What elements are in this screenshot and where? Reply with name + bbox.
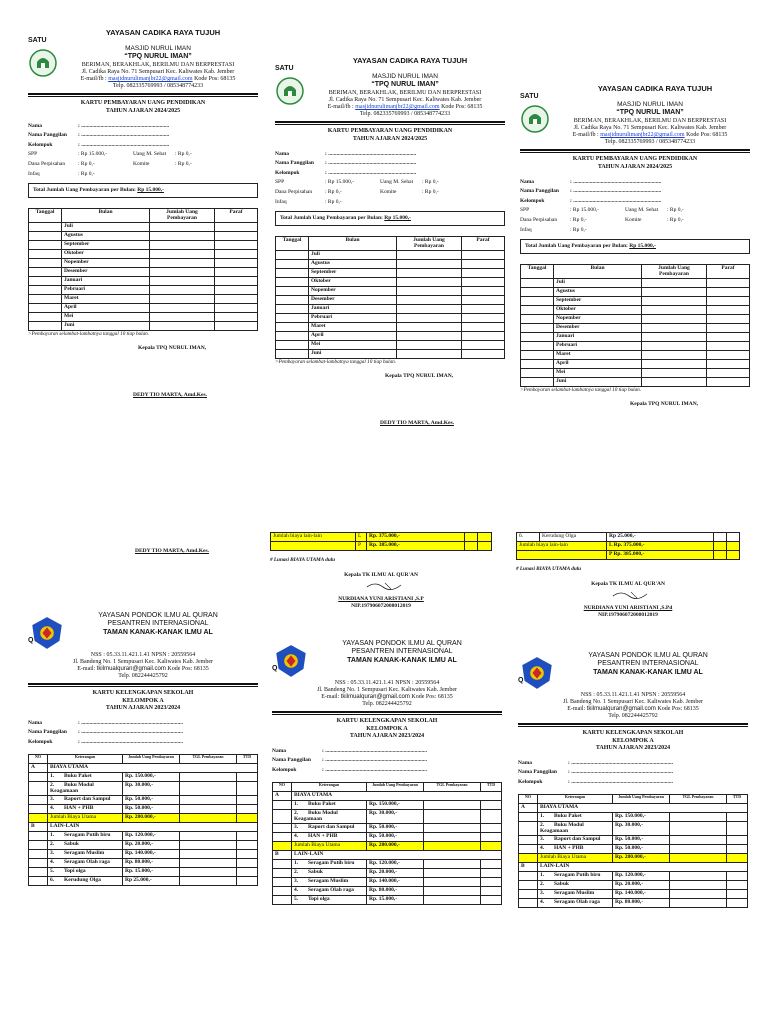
month-rows [276,251,505,359]
foundation-name: YAYASAN CADIKA RAYA TUJUH [352,56,468,65]
school-name: TAMAN KANAK-KANAK ILMU AL [347,656,457,664]
phone: Telp. 082335769993 / 085348774233 [604,139,696,146]
contact-line [275,104,505,111]
tpq-name: “TPQ NURUL IMAN” [616,109,684,117]
month-row: Oktober [276,278,505,287]
foundation-name-tail: SATU [28,37,47,44]
foundation-name: YAYASAN PONDOK ILMU AL QURAN [98,612,218,619]
month-row: September [276,269,505,278]
header-divider-thin [518,726,748,727]
header-divider [272,711,502,713]
month-row: April [276,332,505,341]
email-label: E-mail/fb : [572,131,599,138]
contact-line: E-mail: tkilmualquran@gmail.com Kode Pos: 68135 [567,705,699,712]
card-title: KARTU KELENGKAPAN SEKOLAH [582,730,684,737]
address: Jl. Cadika Raya No. 71 Sempusari Kec. Kaliwates Kab. Jember [81,68,235,75]
email-link[interactable]: tkilmualquran@gmail.com [586,705,656,712]
month-row: Nopember [276,287,505,296]
email-link[interactable]: tkilmualquran@gmail.com [96,665,166,672]
payment-note: >Pembayaran selambat-lambatnya tanggal 10 tiap bulan. [275,359,397,366]
academic-year: TAHUN AJARAN 2024/2025 [597,163,673,170]
month-rows [521,279,750,387]
header-divider-thin [272,714,502,715]
item-row: 1. Buku Paket Rp. 150.000,- [29,772,258,781]
equipment-table: NO Keterangan Jumlah Uang Pembayaran TGL Pembayaran TTD A BIAYA UTAMA 1. Buku Paket Rp. 150.000,- 2. Buku Modul Keagamaan Rp. 30.000,- 3. Raport dan Sampul Rp. 50.000,- 4. HAN + PHB Rp. 50.000,- Jumlah Biaya Utama Rp. 280.000,- B LAIN-LAIN 1. Seragam Putih biru Rp. 120.000,- 2. Sabuk Rp. 20.000,- 3. Seragam Muslim Rp. 140.000,- 4. Seragam Olah raga Rp. 80.000,- 5. Topi olga Rp. 15.000,- 6. Kerudung Olga Rp 25.000,- [28,754,258,886]
field-nama: Nama : ................................................................ [520,178,662,185]
contact-line: E-mail: tkilmualquran@gmail.com Kode Pos: 68135 [77,665,209,672]
card-title: KARTU PEMBAYARAN UANG PENDIDIKAN [327,128,453,135]
subtotal-row: Jumlah Biaya Utama Rp. 280.000,- [273,841,502,850]
month-row: Maret [276,323,505,332]
tpq-name: “TPQ NURUL IMAN” [124,53,192,61]
header-divider-thin [28,686,258,687]
section-row: B LAIN-LAIN [273,850,502,859]
card-title: KARTU PEMBAYARAN UANG PENDIDIKAN [80,100,206,107]
header-divider [520,149,750,151]
group: KELOMPOK A [122,697,164,704]
field-nama-panggilan: Nama Panggilan : ................................................................ [520,188,662,195]
month-row: Juli [521,279,750,288]
academic-year: TAHUN AJARAN 2024/2025 [352,135,428,142]
contact-line [28,76,258,83]
tk-card-1 [28,612,258,886]
item-row: 2. Sabuk Rp. 20.000,- [29,840,258,849]
item-row: 2. Sabuk Rp. 20.000,- [273,868,502,877]
tk-card-2 [272,640,502,905]
item-row: 1. Seragam Putih biru Rp. 120.000,- [273,859,502,868]
field-nama: Nama : .......................................................................... [518,759,673,766]
tpq-card-3 [520,84,750,408]
header-divider-thin [28,96,258,97]
month-row: September [521,297,750,306]
head-name: DEDY TIO MARTA, Amd.Kes. [135,548,209,554]
head-label: Kepala TPQ NURUL IMAN, [630,401,699,408]
address: Jl. Cadika Raya No. 71 Sempusari Kec. Kaliwates Kab. Jember [328,96,482,103]
item-row: 3. Raport dan Sampul Rp. 50.000,- [273,823,502,832]
head-name: NURDIANA YUNI ARISTIANI ,S.P [338,596,424,603]
month-row: Nopember [29,259,258,268]
fee-row: Infaq : Rp 0,- [520,226,587,233]
card-title: KARTU KELENGKAPAN SEKOLAH [336,718,438,725]
head-name: DEDY TIO MARTA, Amd.Kes. [133,391,207,398]
field-nama-panggilan: Nama Panggilan : .......................................................................... [28,729,183,736]
head-label: Kepala TPQ NURUL IMAN, [385,373,454,380]
total-box: Total Jumlah Uang Pembayaran per Bulan: Rp 15.000,- [28,183,258,198]
item-row: 4. HAN + PHB Rp. 50.000,- [273,832,502,841]
payment-table: Tanggal Bulan Jumlah Uang Pembayaran Paraf Juli Agustus September Oktober Nopember Desember Januari Pebruari Maret April Mei Juni [28,208,258,331]
foundation-name: YAYASAN CADIKA RAYA TUJUH [105,28,221,37]
item-row: 3. Seragam Muslim Rp. 140.000,- [519,889,748,898]
address: Jl. Bandeng No. 1 Sempusari Kec. Kaliwates Kab. Jember [317,686,457,693]
month-row: Juni [276,350,505,359]
item-row: 3. Raport dan Sampul Rp. 50.000,- [519,835,748,844]
item-row: 2. Sabuk Rp. 20.000,- [519,880,748,889]
lunasi-note: # Lunasi BIAYA UTAMA dulu [270,557,336,563]
month-row: September [29,241,258,250]
fee-row: Dana Perpisahan : Rp 0,- Komite : Rp 0,- [520,217,684,224]
academic-year: TAHUN AJARAN 2023/2024 [595,744,671,751]
item-row: 3. Seragam Muslim Rp. 140.000,- [29,849,258,858]
section-row: B LAIN-LAIN [519,862,748,871]
item-row: 2. Buku Modul Keagamaan Rp. 30.000,- [519,821,748,835]
card-title: KARTU KELENGKAPAN SEKOLAH [92,690,194,697]
group: KELOMPOK A [612,737,654,744]
mosque-name: MASJID NURUL IMAN [617,101,683,109]
phone: Telp. 082335769993 / 085348774233 [359,111,451,118]
tpq-card-1 [28,28,258,398]
section-row: A BIAYA UTAMA [29,763,258,772]
tpq-logo-icon [28,48,58,78]
item-row: 1. Seragam Putih biru Rp. 120.000,- [29,831,258,840]
school-name-tail: Q [272,665,278,673]
item-row: 1. Buku Paket Rp. 150.000,- [519,812,748,821]
other-fees-fragment: Jumlah biaya lain-lain L Rp. 375.000,- P Rp. 385.000,- # Lunasi BIAYA UTAMA dulu Kepala TK ILMU AL QUR'AN NURDIANA YUNI ARISTIANI ,S.P NIP.197906072008012019 [270,532,492,609]
card-title: KARTU PEMBAYARAN UANG PENDIDIKAN [572,156,698,163]
field-nama: Nama : ................................................................ [275,150,417,157]
foundation-name-2: PESANTREN INTERNASIONAL [107,620,209,628]
item-row: 1. Buku Paket Rp. 150.000,- [273,800,502,809]
month-row: Agustus [29,232,258,241]
foundation-name-2: PESANTREN INTERNASIONAL [351,648,453,656]
field-nama: Nama : .......................................................................... [28,719,183,726]
month-row: Januari [521,333,750,342]
header-divider-thin [520,152,750,153]
month-row: Desember [521,324,750,333]
postal-code: Kode Pos: 68135 [686,131,728,138]
section-row: A BIAYA UTAMA [519,803,748,812]
head-label: Kepala TK ILMU AL QUR'AN [591,581,665,588]
fee-row: SPP : Rp 15.000,- Uang M. Sehat : Rp 0,- [275,179,439,186]
tpq-card-2 [275,56,505,426]
foundation-name: YAYASAN CADIKA RAYA TUJUH [597,84,713,93]
header-divider [518,723,748,725]
item-row: 4. HAN + PHB Rp. 50.000,- [29,804,258,813]
email-label: E-mail/fb : [327,103,354,110]
month-row: Desember [276,296,505,305]
field-nama: Nama : ................................................................ [28,122,170,129]
motto: BERIMAN, BERAKHLAK, BERILMU DAN BERPRESTASI [81,61,235,68]
item-row: 2. Buku Modul Keagamaan Rp. 30.000,- [273,809,502,823]
equipment-table: NO Keterangan Jumlah Uang Pembayaran TGL Pembayaran TTD A BIAYA UTAMA 1. Buku Paket Rp. 150.000,- 2. Buku Modul Keagamaan Rp. 30.000,- 3. Raport dan Sampul Rp. 50.000,- 4. HAN + PHB Rp. 50.000,- Jumlah Biaya Utama Rp. 280.000,- B LAIN-LAIN 1. Seragam Putih biru Rp. 120.000,- 2. Sabuk Rp. 20.000,- 3. Seragam Muslim Rp. 140.000,- 4. Seragam Olah raga Rp. 80.000,- 5. Topi olga Rp. 15.000,- [272,782,502,905]
field-nama-panggilan: Nama Panggilan : ................................................................ [275,160,417,167]
tpq-name: “TPQ NURUL IMAN” [371,81,439,89]
tk-logo-icon [520,656,554,690]
equipment-table: NO Keterangan Jumlah Uang Pembayaran TGL Pembayaran TTD A BIAYA UTAMA 1. Buku Paket Rp. 150.000,- 2. Buku Modul Keagamaan Rp. 30.000,- 3. Raport dan Sampul Rp. 50.000,- 4. HAN + PHB Rp. 50.000,- Jumlah Biaya Utama Rp. 280.000,- B LAIN-LAIN 1. Seragam Putih biru Rp. 120.000,- 2. Sabuk Rp. 20.000,- 3. Seragam Muslim Rp. 140.000,- 4. Seragam Olah raga Rp. 80.000,- [518,794,748,908]
postal-code: Kode Pos: 68135 [441,103,483,110]
academic-year: TAHUN AJARAN 2023/2024 [349,732,425,739]
month-row: Mei [29,313,258,322]
email-link[interactable]: masjidnurulimanjbr22@gmail.com [600,131,685,138]
month-row: Agustus [521,288,750,297]
contact-line: E-mail: tkilmualquran@gmail.com Kode Pos: 68135 [321,693,453,700]
email-link[interactable]: masjidnurulimanjbr22@gmail.com [108,75,193,82]
head-name: NURDIANA YUNI ARISTIANI ,S.Pd [583,605,673,612]
foundation-name: YAYASAN PONDOK ILMU AL QURAN [342,640,462,647]
month-row: Oktober [521,306,750,315]
month-row: Agustus [276,260,505,269]
section-row: B LAIN-LAIN [29,822,258,831]
other-fees-fragment-2: 6. Kerudung Olga Rp 25.000,- Jumlah biaya lain-lain L Rp. 375.000,- P Rp. 385.000,- # Lunasi BIAYA UTAMA dulu Kepala TK ILMU AL QUR'AN NURDIANA YUNI ARISTIANI ,S.Pd NIP.197906072008012019 [516,532,740,618]
foundation-name: YAYASAN PONDOK ILMU AL QURAN [588,652,708,659]
field-kelompok: Kelompok : ................................................................ [28,141,170,148]
month-row: Januari [276,305,505,314]
school-name: TAMAN KANAK-KANAK ILMU AL [103,628,213,636]
payment-note: >Pembayaran selambat-lambatnya tanggal 10 tiap bulan. [28,331,150,338]
field-nama-panggilan: Nama Panggilan : .......................................................................... [272,757,427,764]
academic-year: TAHUN AJARAN 2024/2025 [105,107,181,114]
nss-npsn: NSS : 05.33.11.421.1.41 NPSN : 20559564 [334,679,440,686]
tpq-logo-icon [520,104,550,134]
nss-npsn: NSS : 05.33.11.421.1.41 NPSN : 20559564 [580,691,686,698]
email-link[interactable]: tkilmualquran@gmail.com [340,693,410,700]
payment-table: Tanggal Bulan Jumlah Uang Pembayaran Paraf Juli Agustus September Oktober Nopember Desember Januari Pebruari Maret April Mei Juni [275,236,505,359]
header-divider [275,121,505,123]
fee-row: SPP : Rp 15.000,- Uang M. Sehat : Rp 0,- [28,151,192,158]
postal-code: Kode Pos: 68135 [194,75,236,82]
tk-card-3 [518,652,748,908]
nss-npsn: NSS : 05.33.11.421.1.41 NPSN : 20559564 [90,651,196,658]
group: KELOMPOK A [366,725,408,732]
item-row: 2. Buku Modul Keagamaan Rp. 30.000,- [29,781,258,795]
signature-icon [365,579,405,593]
month-row: Desember [29,268,258,277]
month-row: Juni [521,378,750,387]
item-row: 6. Kerudung Olga Rp 25.000,- [29,876,258,885]
head-nip: NIP.197906072008012019 [351,602,411,609]
payment-table: Tanggal Bulan Jumlah Uang Pembayaran Paraf Juli Agustus September Oktober Nopember Desember Januari Pebruari Maret April Mei Juni [520,264,750,387]
head-name: DEDY TIO MARTA, Amd.Kes. [380,419,454,426]
total-box: Total Jumlah Uang Pembayaran per Bulan: Rp 15.000,- [275,211,505,226]
fee-row: Infaq : Rp 0,- [28,170,95,177]
month-row: Juli [276,251,505,260]
fee-row: Dana Perpisahan : Rp 0,- Komite : Rp 0,- [28,161,192,168]
foundation-name-tail: SATU [275,65,294,72]
phone: Telp. 082335769993 / 085348774233 [112,83,204,90]
month-row: Maret [521,351,750,360]
head-label: Kepala TK ILMU AL QUR'AN [344,572,418,579]
mosque-name: MASJID NURUL IMAN [125,45,191,53]
subtotal-row: Jumlah Biaya Utama Rp. 280.000,- [519,853,748,862]
tpq-logo-icon [275,76,305,106]
month-rows [29,223,258,331]
address: Jl. Bandeng No. 1 Sempusari Kec. Kaliwates Kab. Jember [73,658,213,665]
payment-note: >Pembayaran selambat-lambatnya tanggal 10 tiap bulan. [520,387,642,394]
header-divider [28,93,258,95]
tk-logo-icon [274,644,308,678]
item-row: 3. Seragam Muslim Rp. 140.000,- [273,877,502,886]
month-row: Mei [521,369,750,378]
total-box: Total Jumlah Uang Pembayaran per Bulan: Rp 15.000,- [520,239,750,254]
head-label: Kepala TPQ NURUL IMAN, [138,345,207,352]
field-nama-panggilan: Nama Panggilan : .......................................................................... [518,769,673,776]
month-row: Pebruari [521,342,750,351]
month-row: Oktober [29,250,258,259]
month-row: Januari [29,277,258,286]
academic-year: TAHUN AJARAN 2023/2024 [105,704,181,711]
phone: Telp. 082244425792 [118,673,168,680]
month-row: Mei [276,341,505,350]
email-link[interactable]: masjidnurulimanjbr22@gmail.com [355,103,440,110]
item-row: 3. Raport dan Sampul Rp. 50.000,- [29,795,258,804]
month-row: Pebruari [276,314,505,323]
address: Jl. Cadika Raya No. 71 Sempusari Kec. Kaliwates Kab. Jember [573,124,727,131]
subtotal-row: Jumlah Biaya Utama Rp. 280.000,- [29,813,258,822]
item-row: 5. Topi olga Rp. 15.000,- [273,895,502,904]
field-nama-panggilan: Nama Panggilan : ................................................................ [28,132,170,139]
fee-row: Infaq : Rp 0,- [275,198,342,205]
item-row: 4. Seragam Olah raga Rp. 80.000,- [29,858,258,867]
motto: BERIMAN, BERAKHLAK, BERILMU DAN BERPRESTASI [573,117,727,124]
month-row: Juni [29,322,258,331]
month-row: April [29,304,258,313]
school-name: TAMAN KANAK-KANAK ILMU AL [593,668,703,676]
month-row: Juli [29,223,258,232]
lunasi-note: # Lunasi BIAYA UTAMA dulu [516,566,582,572]
school-name-tail: Q [518,677,524,685]
section-row: A BIAYA UTAMA [273,791,502,800]
month-row: Maret [29,295,258,304]
signature-icon [611,588,651,602]
field-kelompok: Kelompok : .......................................................................... [272,767,427,774]
month-row: Nopember [521,315,750,324]
head-nip: NIP.197906072008012019 [598,611,658,618]
fee-row: Dana Perpisahan : Rp 0,- Komite : Rp 0,- [275,189,439,196]
item-row: 4. Seragam Olah raga Rp. 80.000,- [519,898,748,907]
field-kelompok: Kelompok : .......................................................................... [518,779,673,786]
fee-row: SPP : Rp 15.000,- Uang M. Sehat : Rp 0,- [520,207,684,214]
contact-line [520,132,750,139]
foundation-name-2: PESANTREN INTERNASIONAL [597,660,699,668]
header-divider-thin [275,124,505,125]
motto: BERIMAN, BERAKHLAK, BERILMU DAN BERPRESTASI [328,89,482,96]
phone: Telp. 082244425792 [608,713,658,720]
item-row: 1. Seragam Putih biru Rp. 120.000,- [519,871,748,880]
month-row: April [521,360,750,369]
month-row: Pebruari [29,286,258,295]
tk-logo-icon [30,616,64,650]
address: Jl. Bandeng No. 1 Sempusari Kec. Kaliwates Kab. Jember [563,698,703,705]
field-nama: Nama : .......................................................................... [272,747,427,754]
school-name-tail: Q [28,637,34,645]
mosque-name: MASJID NURUL IMAN [372,73,438,81]
field-kelompok: Kelompok : ................................................................ [275,169,417,176]
item-row: 4. HAN + PHB Rp. 50.000,- [519,844,748,853]
item-row: 5. Topi olga Rp. 15.000,- [29,867,258,876]
foundation-name-tail: SATU [520,93,539,100]
field-kelompok: Kelompok : .......................................................................... [28,739,183,746]
field-kelompok: Kelompok : ................................................................ [520,197,662,204]
phone: Telp. 082244425792 [362,701,412,708]
item-row: 4. Seragam Olah raga Rp. 80.000,- [273,886,502,895]
email-label: E-mail/fb : [80,75,107,82]
header-divider [28,683,258,685]
